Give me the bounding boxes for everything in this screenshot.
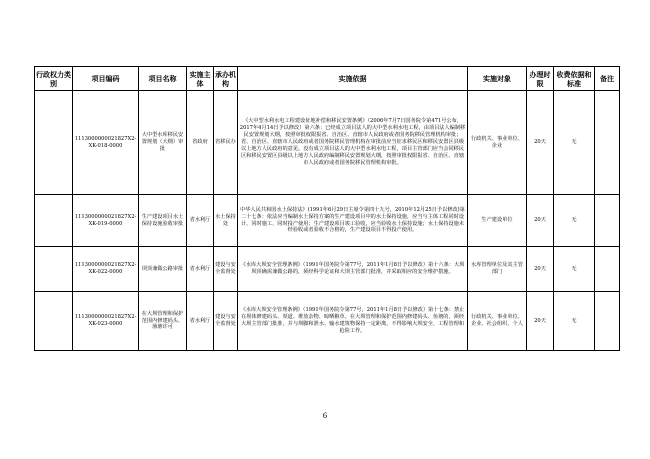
- cell-time-limit: 20天: [527, 91, 554, 195]
- page-number: 6: [322, 412, 328, 420]
- table-row: [35, 195, 620, 247]
- cell-subject: 省政府: [187, 91, 214, 195]
- cell-category: [35, 247, 73, 292]
- cell-code: 1113000000021827X2-XK-023-0000: [73, 292, 139, 351]
- table-row: [35, 247, 620, 292]
- cell-fee: 无: [554, 247, 595, 292]
- cell-target: 水库管理单位及其主管部门: [468, 247, 527, 292]
- table-row: [35, 292, 620, 351]
- cell-basis: 《水库大坝安全管理条例》（1991年国务院令第77号，2011年1月8日予以修改）第十六条：大坝坝顶确需兼做公路的，须经科学论证和大坝主管部门批准，并采取相应的安全维护措施。: [238, 247, 468, 292]
- cell-remarks: [595, 292, 620, 351]
- cell-name: 坝顶兼做公路审批: [139, 247, 187, 292]
- cell-target: 生产建设单位: [468, 195, 527, 247]
- cell-agency: 建设与安全监督处: [214, 292, 238, 351]
- header-target: 实施对象: [468, 67, 527, 91]
- cell-subject: 省水利厅: [187, 247, 214, 292]
- cell-name: 在大坝管理和保护范围内修建码头、渔塘许可: [139, 292, 187, 351]
- cell-basis: 《水库大坝安全管理条例》（1991年国务院令第77号，2011年1月8日予以修改）第十七条：禁止在坝体修建码头、渠道、堆放杂物、晾晒粮草。在大坝管理和保护范围内修建码头、鱼塘的，须经大坝主管部门批准，并与坝脚和泄水、输水建筑物保持一定距离，不得影响大坝安全、工程管理和抢险工作。: [238, 292, 468, 351]
- cell-fee: 无: [554, 91, 595, 195]
- cell-agency: 水土保持处: [214, 195, 238, 247]
- header-remarks: 备注: [595, 67, 620, 91]
- cell-remarks: [595, 247, 620, 292]
- header-agency: 承办机构: [214, 67, 238, 91]
- header-basis: 实施依据: [238, 67, 468, 91]
- cell-category: [35, 195, 73, 247]
- header-name: 项目名称: [139, 67, 187, 91]
- cell-agency: 省移民办: [214, 91, 238, 195]
- header-time-limit: 办理时限: [527, 67, 554, 91]
- header-fee: 收费依据和标准: [554, 67, 595, 91]
- cell-fee: 无: [554, 292, 595, 351]
- cell-basis: 《大中型水利水电工程建设征地补偿和移民安置条例》（2006年7月7日国务院令第471号公布，2017年4月14日予以修改）第六条：已经成立项目法人的大中型水利水电工程，由项目法人编制移民安置规划大纲，按照审批权限报省、自治区、直辖市人民政府或者国务院移民管理机构审批；省、自治区、直辖市人民政府或者国务院移民管理机构在审批前应当征求移民区和移民安置区县级以上地方人民政府的意见。没有成立项目法人的大中型水利水电工程，项目主管部门应当会同移民区和移民安置区县级以上地方人民政府编制移民安置规划大纲，按照审批权限报省、自治区、直辖市人民政府或者国务院移民管理机构审批。: [238, 91, 468, 195]
- cell-time-limit: 20天: [527, 195, 554, 247]
- cell-subject: 省水利厅: [187, 292, 214, 351]
- table-row: [35, 91, 620, 195]
- header-code: 项目编码: [73, 67, 139, 91]
- cell-subject: 省水利厅: [187, 195, 214, 247]
- header-subject: 实施主体: [187, 67, 214, 91]
- table-header-row: [35, 67, 620, 91]
- cell-name: 生产建设项目水土保持设施验收审批: [139, 195, 187, 247]
- cell-target: 行政机关、事业单位、企业、社会组织、个人: [468, 292, 527, 351]
- cell-remarks: [595, 195, 620, 247]
- cell-basis: 中华人民共和国水土保持法》(1991年6月29日主席令第四十九号，2010年12月25日予以修改)第二十七条：依法应当编制水土保持方案的生产建设项目中的水土保持设施，应当与主体工程同时设计、同时施工、同时投产使用；生产建设项目竣工验收，应当验收水土保持设施；水土保持设施未经验收或者验收不合格的，生产建设项目不得投产使用。: [238, 195, 468, 247]
- cell-name: 大中型水库移民安置规划（大纲）审批: [139, 91, 187, 195]
- cell-time-limit: 20天: [527, 292, 554, 351]
- cell-agency: 建设与安全监督处: [214, 247, 238, 292]
- administrative-power-table: [34, 66, 620, 351]
- cell-code: 1113000000021827X2-XK-022-0000: [73, 247, 139, 292]
- cell-fee: 无: [554, 195, 595, 247]
- header-category: 行政权力类别: [35, 67, 73, 91]
- cell-remarks: [595, 91, 620, 195]
- cell-code: 1113000000021827X2-XK-019-0000: [73, 195, 139, 247]
- cell-target: 行政机关、事业单位、企业: [468, 91, 527, 195]
- cell-code: 1113000000021827X2-XK-018-0000: [73, 91, 139, 195]
- cell-category: [35, 292, 73, 351]
- cell-time-limit: 20天: [527, 247, 554, 292]
- cell-category: [35, 91, 73, 195]
